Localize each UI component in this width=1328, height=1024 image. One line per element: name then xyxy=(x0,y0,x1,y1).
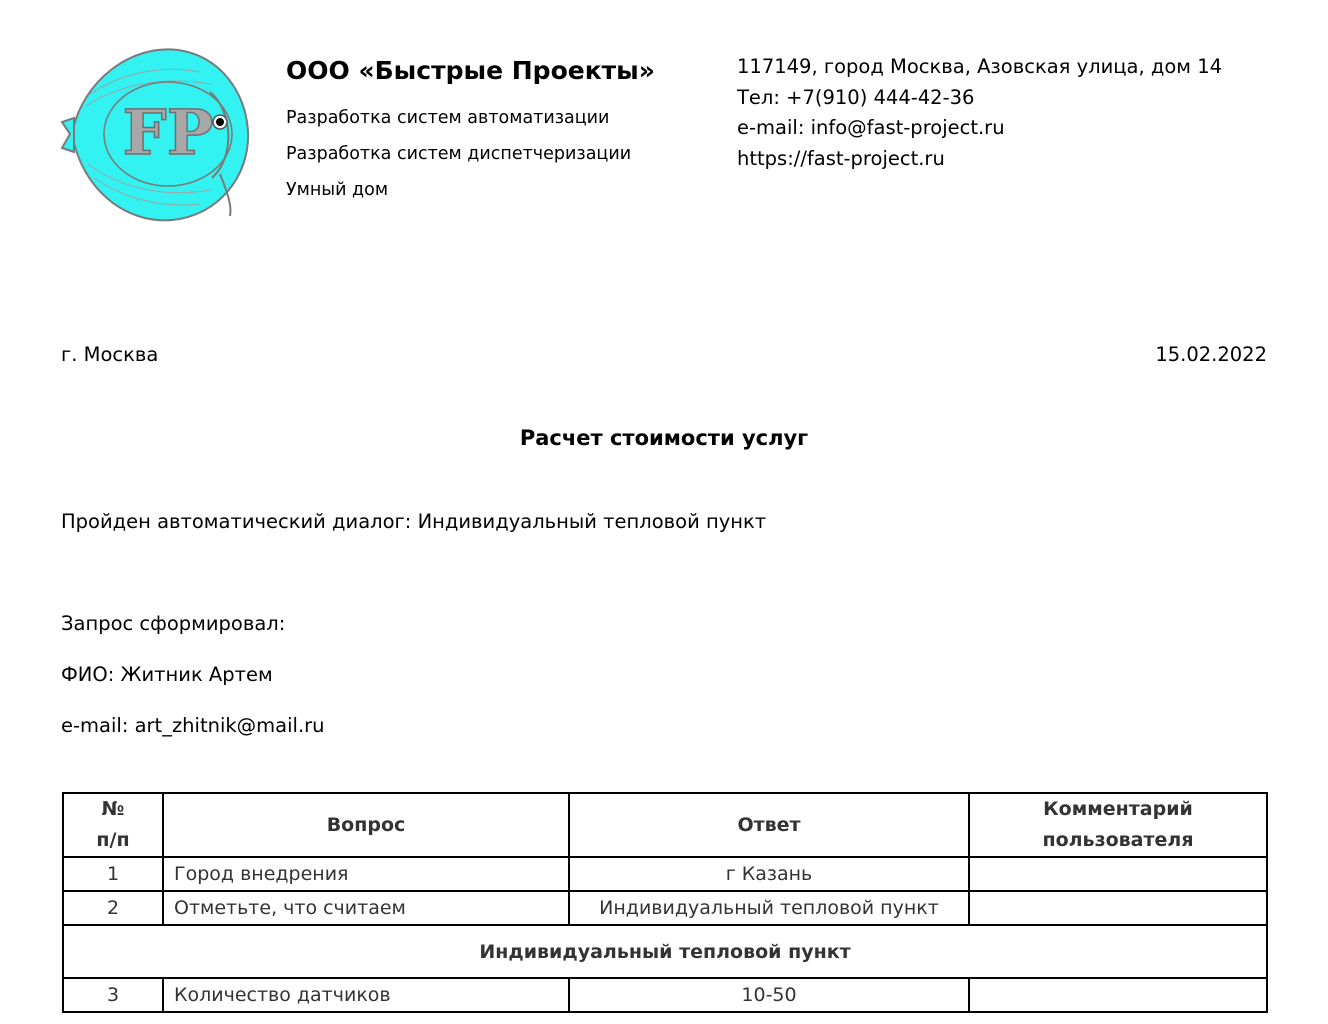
row-comment xyxy=(969,978,1267,1012)
row-comment xyxy=(969,857,1267,891)
row-question: Отметьте, что считаем xyxy=(163,891,569,925)
logo-letters: FP xyxy=(122,96,214,169)
header-comment: Комментарий пользователя xyxy=(969,793,1267,857)
requester-fio: ФИО: Житник Артем xyxy=(61,663,273,686)
company-logo xyxy=(60,44,255,222)
activity-2: Разработка систем диспетчеризации xyxy=(286,144,632,164)
row-answer: 10-50 xyxy=(569,978,969,1012)
document-city: г. Москва xyxy=(61,343,159,366)
row-answer: Индивидуальный тепловой пункт xyxy=(569,891,969,925)
activity-3: Умный дом xyxy=(286,180,389,200)
company-block xyxy=(286,52,726,208)
activity-1: Разработка систем автоматизации xyxy=(286,108,610,128)
table-header-row xyxy=(63,793,1267,857)
requester-label: Запрос сформировал: xyxy=(61,612,286,635)
company-phone: Тел: +7(910) 444-42-36 xyxy=(737,85,975,109)
contacts-block xyxy=(737,52,1317,175)
requester-email: e-mail: art_zhitnik@mail.ru xyxy=(61,714,325,737)
dialog-line: Пройден автоматический диалог: Индивидуальный тепловой пункт xyxy=(61,510,767,533)
row-question: Количество датчиков xyxy=(163,978,569,1012)
section-title: Индивидуальный тепловой пункт xyxy=(63,925,1267,978)
table-row xyxy=(63,891,1267,925)
row-answer: г Казань xyxy=(569,857,969,891)
row-number: 1 xyxy=(63,857,163,891)
table-row xyxy=(63,857,1267,891)
fish-tail-shape xyxy=(62,118,74,152)
header-answer: Ответ xyxy=(569,793,969,857)
company-address: 117149, город Москва, Азовская улица, дом 14 xyxy=(737,55,1223,78)
header-number: № п/п xyxy=(63,793,163,857)
row-comment xyxy=(969,891,1267,925)
company-website: https://fast-project.ru xyxy=(737,147,945,171)
document-date: 15.02.2022 xyxy=(1155,343,1267,366)
table-row xyxy=(63,978,1267,1012)
document-title: Расчет стоимости услуг xyxy=(519,426,809,450)
row-question: Город внедрения xyxy=(163,857,569,891)
header-question: Вопрос xyxy=(163,793,569,857)
questions-table xyxy=(62,792,1268,1013)
row-number: 3 xyxy=(63,978,163,1012)
section-row xyxy=(63,925,1267,978)
row-number: 2 xyxy=(63,891,163,925)
company-name: ООО «Быстрые Проекты» xyxy=(286,56,655,85)
company-email: e-mail: info@fast-project.ru xyxy=(737,116,1005,140)
